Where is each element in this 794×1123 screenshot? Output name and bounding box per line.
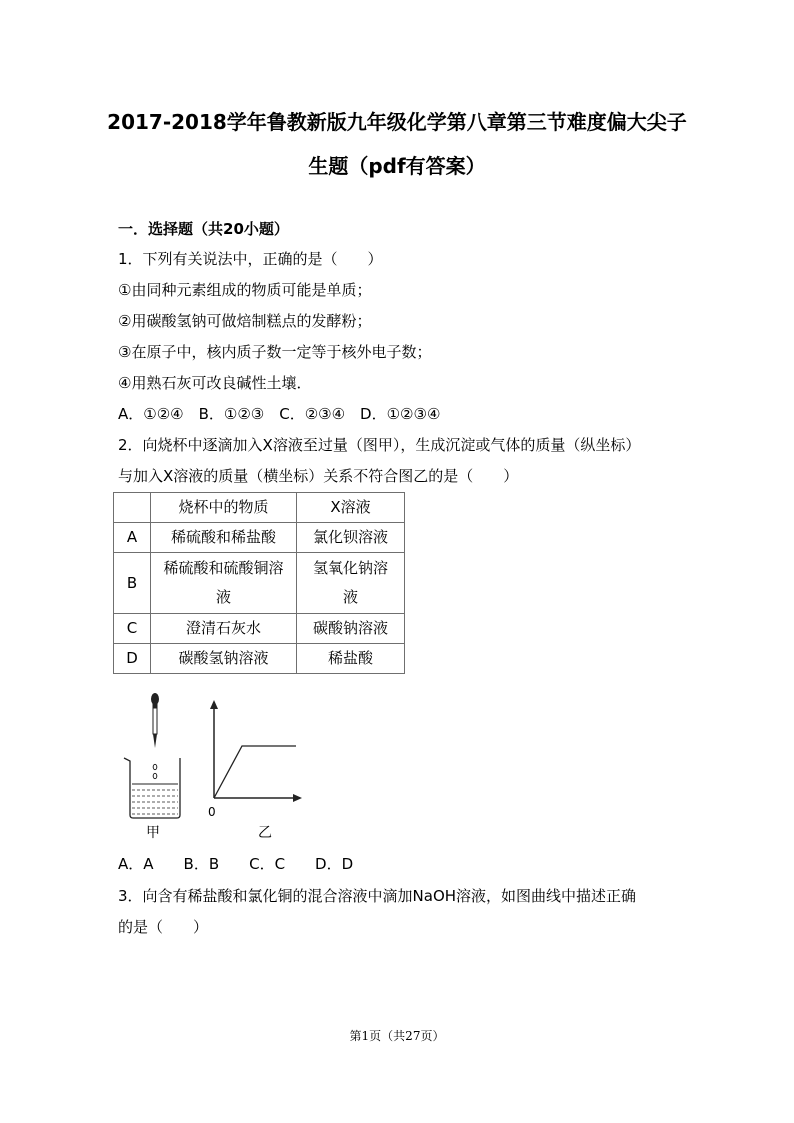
document-title-line1: 2017-2018学年鲁教新版九年级化学第八章第三节难度偏大尖子 — [107, 110, 687, 134]
document-title-line2: 生题（pdf有答案） — [308, 154, 486, 178]
q1-item-1: ①由同种元素组成的物质可能是单质； — [118, 281, 372, 299]
q3-stem-line2: 的是（ ） — [118, 918, 209, 936]
section-heading: 一．选择题（共20小题） — [118, 220, 289, 238]
graph-yi — [210, 700, 302, 802]
row-beaker: 澄清石灰水 — [151, 614, 297, 644]
q2-stem-line2: 与加入X溶液的质量（横坐标）关系不符合图乙的是（ ） — [118, 467, 519, 485]
row-key: A — [114, 523, 151, 553]
q1-options: A．①②④ B．①②③ C．②③④ D．①②③④ — [118, 405, 441, 423]
row-x: 氢氧化钠溶液 — [297, 553, 405, 614]
q1-item-2: ②用碳酸氢钠可做焙制糕点的发酵粉； — [118, 312, 372, 330]
beaker-icon — [124, 758, 180, 818]
dropper-icon — [151, 693, 159, 748]
row-x: 稀盐酸 — [297, 644, 405, 674]
row-key: C — [114, 614, 151, 644]
q3-stem-line1: 3．向含有稀盐酸和氯化铜的混合溶液中滴加NaOH溶液，如图曲线中描述正确 — [118, 887, 637, 905]
row-beaker: 稀硫酸和稀盐酸 — [151, 523, 297, 553]
q1-stem: 1．下列有关说法中，正确的是（ ） — [118, 250, 383, 268]
label-jia: 甲 — [146, 825, 160, 841]
q1-item-4: ④用熟石灰可改良碱性土壤． — [118, 374, 312, 392]
q2-options: A．A B．B C．C D．D — [118, 855, 354, 873]
q1-item-3: ③在原子中，核内质子数一定等于核外电子数； — [118, 343, 432, 361]
q2-stem-line1: 2．向烧杯中逐滴加入X溶液至过量（图甲），生成沉淀或气体的质量（纵坐标） — [118, 436, 641, 454]
row-beaker: 稀硫酸和硫酸铜溶液 — [151, 553, 297, 614]
label-yi: 乙 — [258, 825, 272, 841]
page-footer: 第1页（共27页） — [349, 1029, 445, 1043]
table-row — [114, 553, 405, 614]
table-header-cell — [114, 493, 151, 523]
row-key: B — [114, 553, 151, 614]
row-x: 氯化钡溶液 — [297, 523, 405, 553]
table-row — [114, 614, 405, 644]
row-beaker: 碳酸氢钠溶液 — [151, 644, 297, 674]
table-header-row — [114, 493, 405, 523]
table-header-cell: 烧杯中的物质 — [151, 493, 297, 523]
row-key: D — [114, 644, 151, 674]
q2-table — [113, 492, 405, 674]
table-row — [114, 523, 405, 553]
row-x: 碳酸钠溶液 — [297, 614, 405, 644]
table-row — [114, 644, 405, 674]
origin-label: 0 — [208, 805, 216, 819]
table-header-cell: X溶液 — [297, 493, 405, 523]
q2-figure — [118, 690, 308, 850]
